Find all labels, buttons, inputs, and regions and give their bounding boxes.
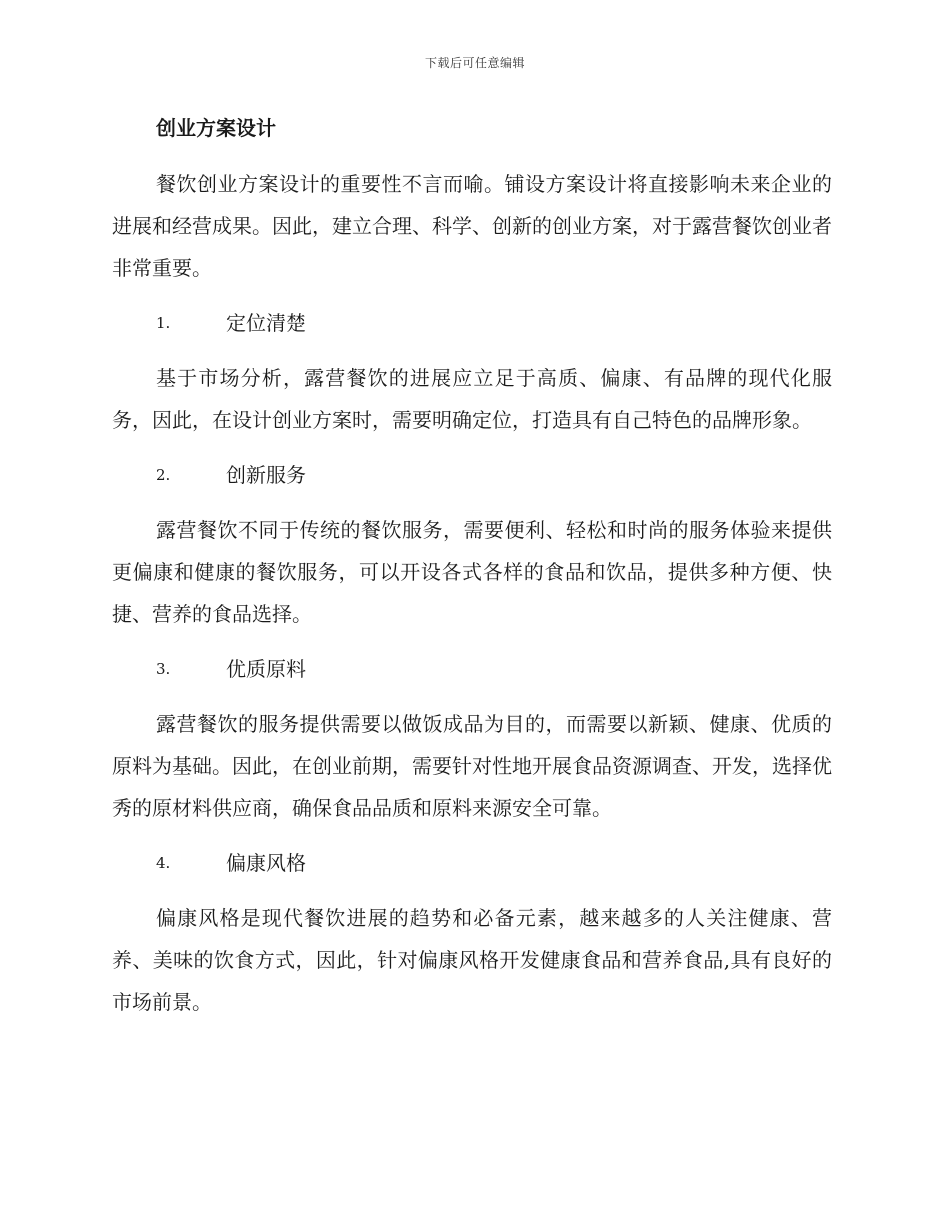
section-body-2: 露营餐饮不同于传统的餐饮服务，需要便利、轻松和时尚的服务体验来提供更偏康和健康的餐饮服务，可以开设各式各样的食品和饮品，提供多种方便、快捷、营养的食品选择。 <box>112 518 832 626</box>
section-body-4: 偏康风格是现代餐饮进展的趋势和必备元素，越来越多的人关注健康、营养、美味的饮食方式，因此，针对偏康风格开发健康食品和营养食品,具有良好的市场前景。 <box>112 906 832 1014</box>
intro-paragraph: 餐饮创业方案设计的重要性不言而喻。铺设方案设计将直接影响未来企业的进展和经营成果。因此，建立合理、科学、创新的创业方案，对于露营餐饮创业者非常重要。 <box>112 172 832 280</box>
section-heading-2 <box>112 454 832 496</box>
section-body-3: 露营餐饮的服务提供需要以做饭成品为目的，而需要以新颖、健康、优质的原料为基础。因此，在创业前期，需要针对性地开展食品资源调查、开发，选择优秀的原材料供应商，确保食品品质和原料来源安全可靠。 <box>112 712 832 820</box>
section-body-1: 基于市场分析，露营餐饮的进展应立足于高质、偏康、有品牌的现代化服务，因此，在设计创业方案时，需要明确定位，打造具有自己特色的品牌形象。 <box>112 366 832 432</box>
section-heading-1 <box>112 302 832 344</box>
page-header: 下载后可任意编辑 <box>424 56 525 70</box>
section-title: 定位清楚 <box>226 311 306 335</box>
document-body <box>112 112 832 1023</box>
section-heading-4 <box>112 842 832 884</box>
section-heading-3 <box>112 648 832 690</box>
section-number: 3. <box>156 660 171 678</box>
section-title: 优质原料 <box>226 657 306 681</box>
section-title: 偏康风格 <box>226 851 306 875</box>
document-title: 创业方案设计 <box>156 116 276 140</box>
section-title: 创新服务 <box>226 463 306 487</box>
section-number: 1. <box>156 314 171 332</box>
section-number: 2. <box>156 466 171 484</box>
section-number: 4. <box>156 854 171 872</box>
